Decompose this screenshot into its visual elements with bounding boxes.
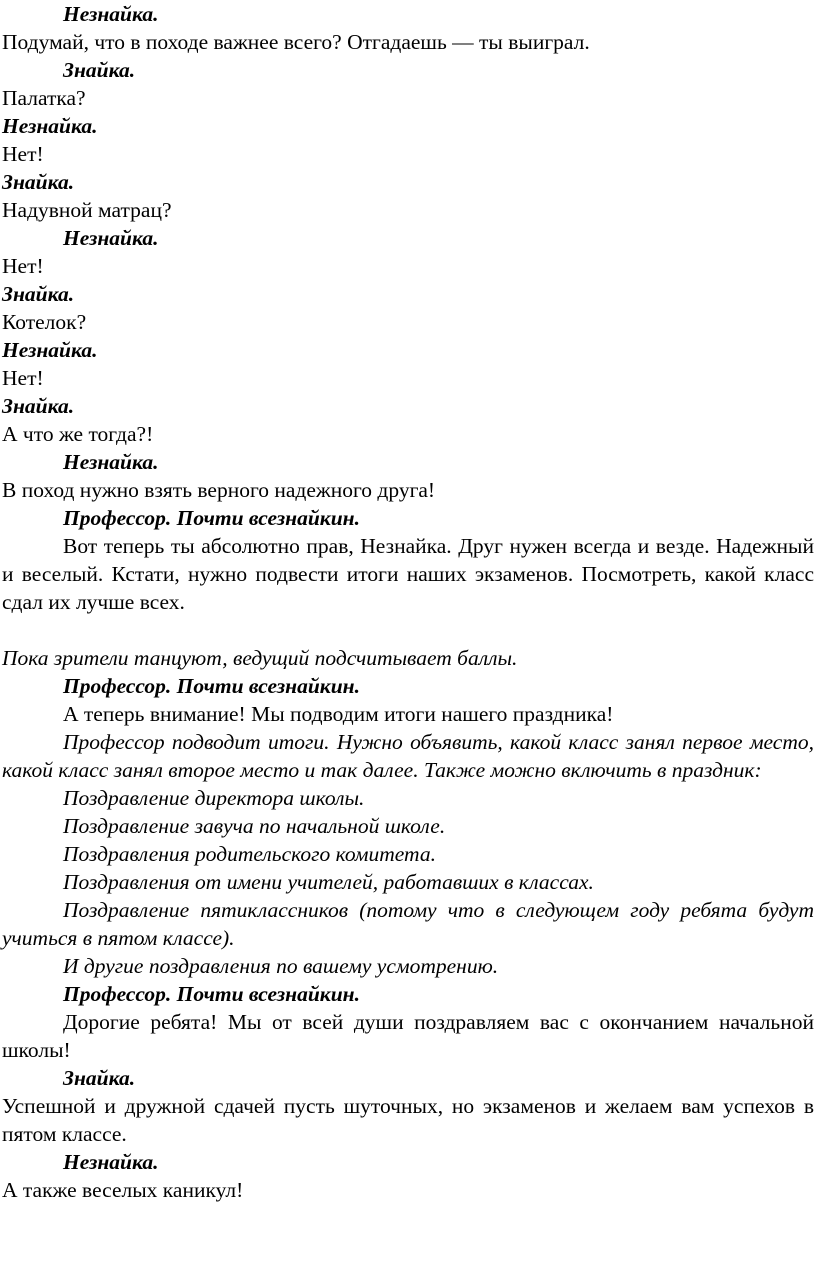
stage-direction: Поздравление пятиклассников (потому что в следующем году ребята будут учиться в пятом классе).: [2, 898, 814, 950]
speech-line: В поход нужно взять верного надежного друга!: [2, 478, 436, 502]
speaker-name: Профессор. Почти всезнайкин.: [63, 506, 360, 530]
speech-line: Вот теперь ты абсолютно прав, Незнайка. Друг нужен всегда и везде. Надежный и веселый. Кстати, нужно подвести итоги наших экзаменов. Посмотреть, какой класс сдал их лучше всех.: [2, 534, 814, 614]
speech-line: Надувной матрац?: [2, 198, 172, 222]
speech-line: Дорогие ребята! Мы от всей души поздравляем вас с окончанием начальной школы!: [2, 1010, 814, 1062]
speech-line: А также веселых каникул!: [2, 1178, 244, 1202]
speech-line: Котелок?: [2, 310, 87, 334]
stage-direction: И другие поздравления по вашему усмотрению.: [63, 954, 499, 978]
stage-direction: Поздравление директора школы.: [63, 786, 365, 810]
speaker-name: Знайка.: [2, 394, 75, 418]
speaker-name: Знайка.: [63, 58, 136, 82]
speech-line: Нет!: [2, 142, 44, 166]
stage-direction: Пока зрители танцуют, ведущий подсчитывает баллы.: [2, 646, 518, 670]
speech-line: А что же тогда?!: [2, 422, 154, 446]
speaker-name: Незнайка.: [63, 450, 159, 474]
speaker-name: Знайка.: [2, 170, 75, 194]
speech-line: Нет!: [2, 254, 44, 278]
speaker-name: Знайка.: [2, 282, 75, 306]
speech-line: Успешной и дружной сдачей пусть шуточных, но экзаменов и желаем вам успехов в пятом классе.: [2, 1094, 814, 1146]
stage-direction: Профессор подводит итоги. Нужно объявить, какой класс занял первое место, какой класс занял второе место и так далее. Также можно включить в праздник:: [2, 730, 814, 782]
speaker-name: Незнайка.: [2, 114, 98, 138]
speaker-name: Профессор. Почти всезнайкин.: [63, 982, 360, 1006]
stage-direction: Поздравления от имени учителей, работавших в классах.: [63, 870, 594, 894]
speech-line: А теперь внимание! Мы подводим итоги нашего праздника!: [63, 702, 614, 726]
speaker-name: Незнайка.: [2, 338, 98, 362]
speaker-name: Незнайка.: [63, 226, 159, 250]
speaker-name: Незнайка.: [63, 2, 159, 26]
blank-line: [2, 616, 814, 644]
document-page: [2, 0, 814, 1204]
speech-line: Нет!: [2, 366, 44, 390]
speaker-name: Незнайка.: [63, 1150, 159, 1174]
speech-line: Подумай, что в походе важнее всего? Отгадаешь — ты выиграл.: [2, 30, 590, 54]
speech-line: Палатка?: [2, 86, 86, 110]
stage-direction: Поздравления родительского комитета.: [63, 842, 436, 866]
stage-direction: Поздравление завуча по начальной школе.: [63, 814, 446, 838]
speaker-name: Профессор. Почти всезнайкин.: [63, 674, 360, 698]
speaker-name: Знайка.: [63, 1066, 136, 1090]
